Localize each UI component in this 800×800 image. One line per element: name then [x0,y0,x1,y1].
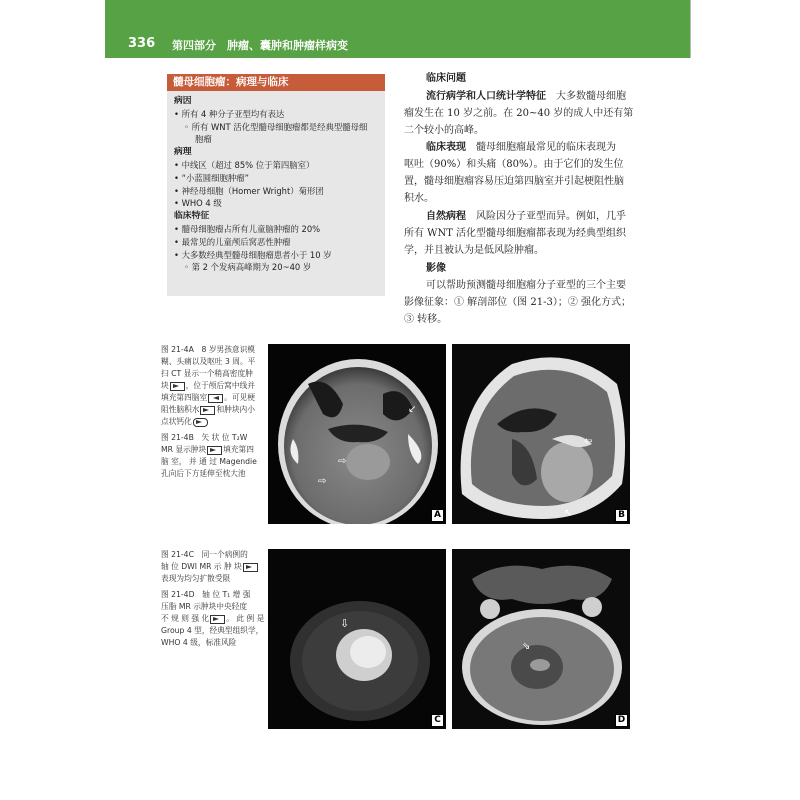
caption-b-line-2-text-a: MR 显示肿块 [161,445,207,454]
paragraph-epidemiology-text-1: 大多数髓母细胞 [556,91,626,102]
summary-section-heading: 临床特征 [174,211,210,222]
paragraph-natural-history-lead: 自然病程 [426,211,466,222]
caption-a-line-2: 糊、头痛以及呕吐 3 周。平 [161,357,256,366]
svg-text:⇩: ⇩ [340,617,350,630]
paragraph-natural-history-line-1 [426,208,626,226]
heading-imaging: 影像 [426,263,446,274]
figure-a-image [268,344,446,524]
caption-c-line-3: 表现为均匀扩散受限 [161,574,231,583]
summary-list-item: • “小蓝圆细胞肿瘤” [174,172,249,183]
paragraph-presentation-line-3: 置，髓母细胞瘤容易压迫第四脑室并引起梗阻性脑 [404,176,624,187]
caption-a-line-3: 扫 CT 显示一个稍高密度肿 [161,369,253,378]
figure-c-image [268,549,446,729]
summary-list-item: ◦ 所有 WNT 活化型髓母细胞瘤都是经典型髓母细 [184,121,368,132]
open-arrow-icon [207,446,222,455]
caption-d-line-3-text-a: 不 规 则 强 化 [161,614,210,623]
paragraph-presentation-lead: 临床表现 [426,142,466,153]
caption-d-line-3 [161,613,264,625]
figure-c-label: C [431,714,444,727]
caption-b-line-4: 孔向后下方延伸至枕大池 [161,469,246,478]
caption-a-line-4 [161,380,255,392]
curved-arrow-icon [208,394,223,403]
open-arrow-icon [170,382,185,391]
caption-a-line-7 [161,416,209,428]
summary-list-item: 胞瘤 [195,134,212,145]
arrow-icon [200,406,215,415]
caption-a-line-6-text-a: 阻性脑积水 [161,405,200,414]
paragraph-presentation-line-4: 积水。 [404,193,434,204]
caption-a-line-6 [161,404,255,416]
paragraph-epidemiology-lead: 流行病学和人口统计学特征 [426,91,546,102]
figure-b-mr-scan [452,344,630,524]
small-arrow-icon [193,418,208,427]
caption-c-line-2-text: 轴 位 DWI MR 示 肿 块 [161,562,242,571]
svg-text:↙: ↙ [408,404,417,415]
svg-text:⇨: ⇨ [318,476,327,487]
summary-list-item: ◦ 第 2 个发病高峰期为 20~40 岁 [184,262,312,273]
paragraph-imaging-line-1: 可以帮助预测髓母细胞瘤分子亚型的三个主要 [426,280,626,291]
heading-clinical: 临床问题 [426,73,466,84]
open-arrow-icon [243,563,258,572]
summary-list-item: • 大多数经典型髓母细胞瘤患者小于 10 岁 [174,249,332,260]
summary-list-item: • 中线区（超过 85% 位于第四脑室） [174,160,315,170]
summary-box [167,74,385,296]
paragraph-natural-history-line-3: 学，并且被认为是低风险肿瘤。 [404,245,544,256]
caption-d-line-4: Group 4 型，经典型组织学， [161,626,264,635]
figure-b-image [452,344,630,524]
svg-text:⇨: ⇨ [338,456,347,467]
paragraph-imaging-line-2: 影像征象：① 解剖部位（图 21-3）；② 强化方式； [404,297,632,308]
caption-a-line-6-text-b: 和肿块内小 [216,405,255,414]
summary-list-item: • 所有 4 种分子亚型均有表达 [174,108,285,119]
paragraph-epidemiology-line-1 [426,88,626,106]
figure-d-label: D [615,714,628,727]
section-title: 第四部分 肿瘤、囊肿和肿瘤样病变 [172,39,348,52]
caption-d-line-2: 压脂 MR 示肿块中央轻度 [161,602,248,611]
paragraph-imaging-line-3: ③ 转移。 [404,314,448,325]
figure-a-ct-scan [268,344,446,524]
summary-box-title: 髓母细胞瘤：病理与临床 [167,74,385,91]
summary-list-item: • 最常见的儿童颅后窝恶性肿瘤 [174,236,291,247]
paragraph-presentation-line-2: 呕吐（90%）和头痛（80%）。由于它们的发生位 [404,159,624,170]
paragraph-presentation-text-1: 髓母细胞瘤最常见的临床表现为 [476,142,616,153]
figure-a-label: A [431,509,444,522]
figure-c-dwi-scan [268,549,446,729]
svg-text:↖: ↖ [564,508,573,519]
caption-a-line-1: 图 21-4A 8 岁男孩意识模 [161,345,255,354]
open-arrow-icon [210,615,225,624]
caption-a-line-5-text-b: 。可见梗 [224,393,255,402]
paragraph-natural-history-line-2: 所有 WNT 活化型髓母细胞瘤都表现为经典型组织 [404,228,627,239]
caption-d-line-3-text-b: 。 此 例 是 [226,614,265,623]
figure-b-label: B [615,509,628,522]
summary-list-item: • 髓母细胞瘤占所有儿童脑肿瘤的 20% [174,224,321,234]
caption-a-line-7-text: 点状钙化 [161,417,192,426]
caption-d-line-5: WHO 4 级，标准风险 [161,638,237,647]
summary-list-item: • 神经母细胞（Homer Wright）菊形团 [174,185,324,196]
caption-c-line-1: 图 21-4C 同一个病例的 [161,550,248,559]
figure-d-image [452,549,630,729]
caption-b-line-1: 图 21-4B 矢 状 位 T₂W [161,433,248,442]
paragraph-epidemiology-line-3: 二个较小的高峰。 [404,125,484,136]
summary-list-item: • WHO 4 级 [174,198,222,209]
summary-section-heading: 病因 [174,96,192,106]
caption-b-line-3: 脑 室， 并 通 过 Magendie [161,457,257,466]
caption-b-line-2-text-b: 填充第四 [223,445,254,454]
header-divider [690,0,691,58]
caption-a-line-5 [161,392,255,404]
caption-a-line-4-text-a: 块 [161,381,169,390]
figure-d-t1-scan [452,549,630,729]
svg-text:⇦: ⇦ [584,436,593,447]
caption-b-line-2 [161,444,254,456]
page-number: 336 [128,36,156,51]
summary-section-heading: 病理 [174,147,192,158]
caption-c-line-2 [161,561,259,573]
paragraph-natural-history-text-1: 风险因分子亚型而异。例如，几乎 [476,211,626,222]
caption-d-line-1: 图 21-4D 轴 位 T₁ 增 强 [161,590,251,599]
caption-a-line-4-text-b: ，位于颅后窝中线并 [185,381,255,390]
paragraph-presentation-line-1 [426,139,616,157]
paragraph-epidemiology-line-2: 瘤发生在 10 岁之前。在 20~40 岁的成人中还有第 [404,108,634,119]
svg-text:⇘: ⇘ [522,641,531,652]
caption-a-line-5-text-a: 填充第四脑室 [161,393,208,402]
